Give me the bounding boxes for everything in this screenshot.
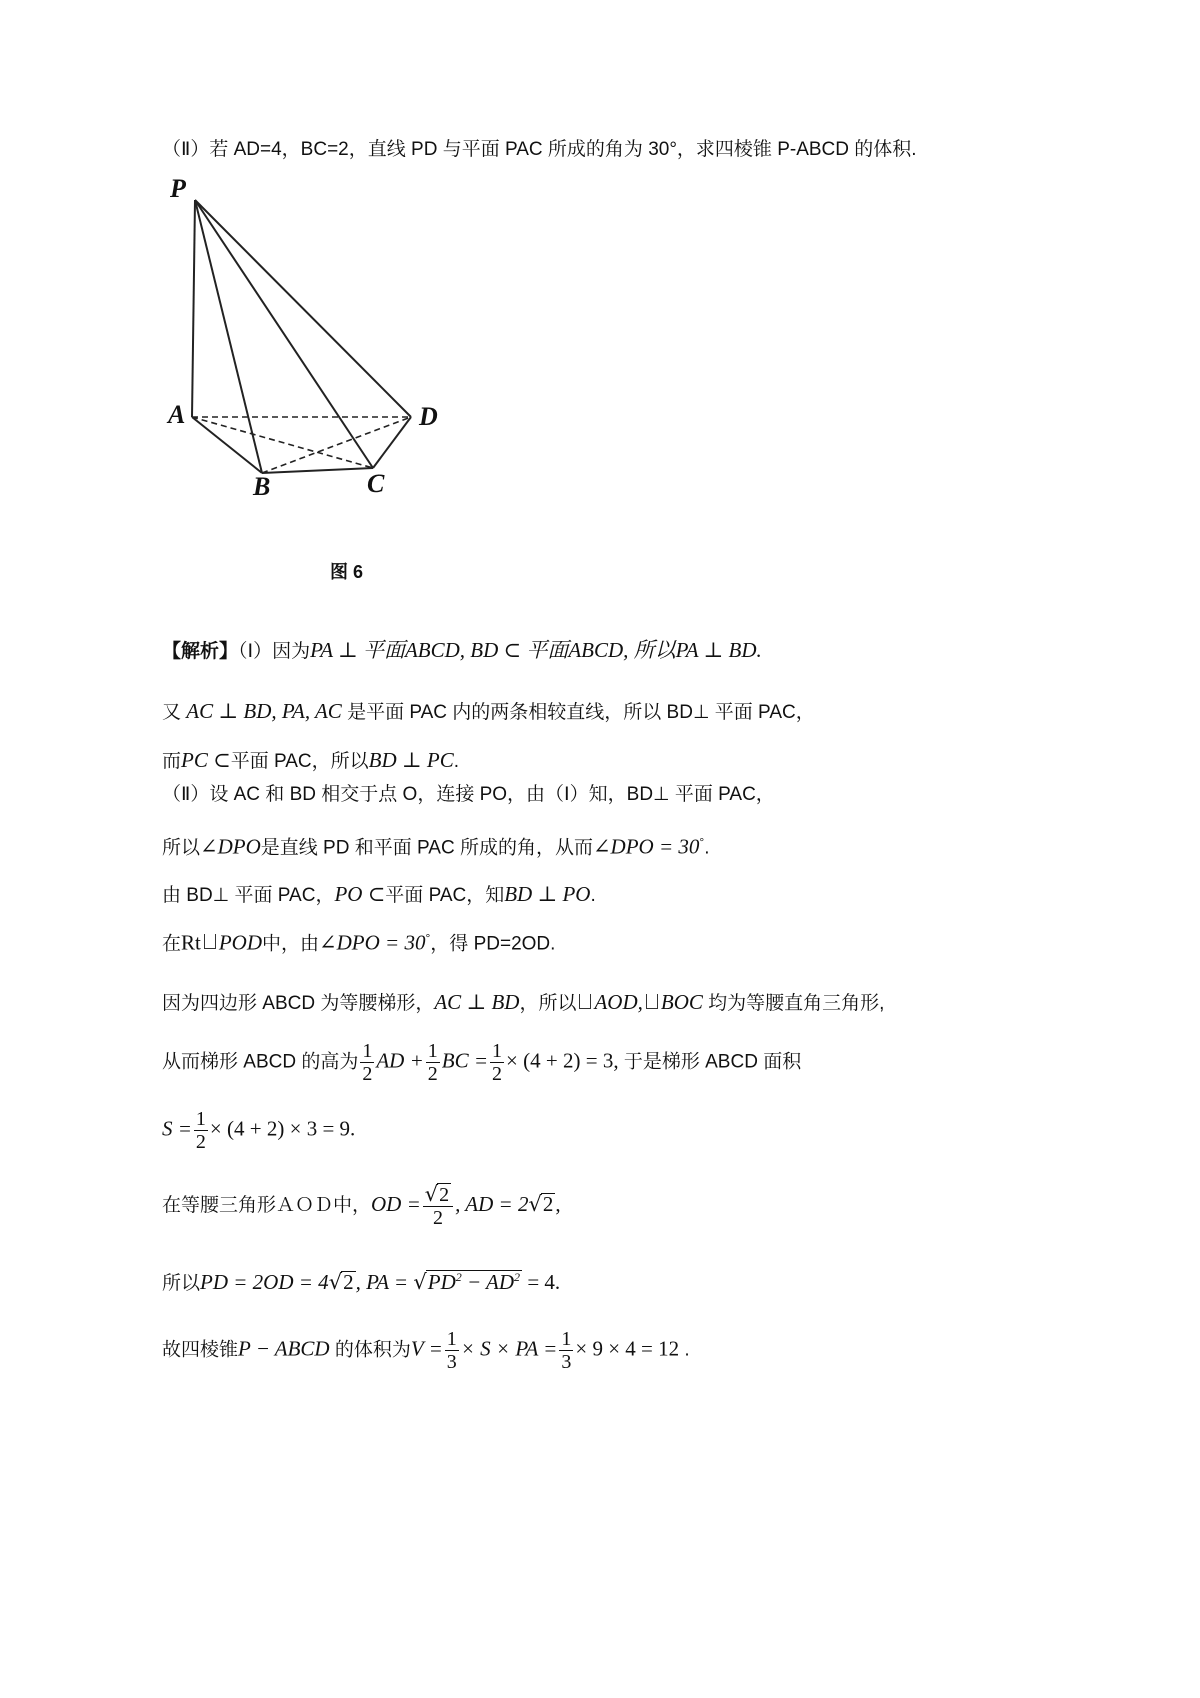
solution-line-5: 所以∠DPO是直线 PD 和平面 PAC 所成的角，从而∠DPO = 30°. [162,834,710,859]
solution-line-4: （Ⅱ）设 AC 和 BD 相交于点 O，连接 PO，由（Ⅰ）知，BD⊥ 平面 PAC， [162,784,775,805]
solution-line-6: 由 BD⊥ 平面 PAC，PO ⊂平面 PAC，知BD ⊥ PO. [162,882,596,906]
label-a: A [168,400,186,429]
solution-line-13: 故四棱锥P − ABCD 的体积为V = $\frac{1}{3}$ × S × PA = $\frac{1}{3}$ × 9 × 4 = 12 . [162,1328,690,1373]
figure-caption: 图 6 [330,562,364,582]
edge-pd [195,200,411,417]
solution-line-10: S = $\frac{1}{2}$ × (4 + 2) × 3 = 9. [162,1108,356,1153]
edge-pc [195,200,373,468]
label-d: D [419,402,438,431]
edge-pa [192,200,195,417]
solution-line-8: 因为四边形 ABCD 为等腰梯形，AC ⊥ BD，所以 AOD, BOC 均为等腰直角三角形, [162,990,885,1014]
solution-line-7: 在Rt POD中，由∠DPO = 30°，得 PD=2OD. [162,930,556,955]
diagonal-bd-hidden [262,417,411,473]
triangle-symbol [646,994,658,1009]
solution-line-1: 【解析】（Ⅰ）因为PA ⊥ 平面ABCD, BD ⊂ 平面ABCD, 所以PA ⊥ BD. [162,638,762,662]
solution-heading: 【解析】 [162,641,239,662]
label-c: C [367,469,385,498]
solution-line-2: 又 AC ⊥ BD, PA, AC 是平面 PAC 内的两条相较直线，所以 BD⊥ 平面 PAC， [162,699,815,723]
solution-line-11: 在等腰三角形ＡＯＤ中，OD = $\frac{√2}{2}$ , AD = 2√2, [162,1182,561,1230]
solution-line-9: 从而梯形 ABCD 的高为 $\frac{1}{2}$ AD + $\frac{1}{2}$ BC = $\frac{1}{2}$ × (4 + 2) = 3, 于是梯形 ABCD 面积 [162,1040,802,1085]
edge-bc [262,468,373,473]
triangle-symbol [204,934,216,949]
triangle-symbol [579,994,591,1009]
label-p: P [170,174,186,203]
solution-line-3: 而PC ⊂平面 PAC，所以BD ⊥ PC. [162,748,459,772]
edge-pb [195,200,262,473]
pyramid-figure [168,174,495,585]
label-b: B [253,472,271,501]
diagonal-ac-hidden [192,417,373,468]
solution-line-12: 所以PD = 2OD = 4√2, PA = $√PD^2 - AD^2 = 4$. [162,1270,561,1294]
edge-cd [373,417,411,468]
problem-part2-statement: （Ⅱ）若 AD=4，BC=2，直线 PD 与平面 PAC 所成的角为 30°，求四棱锥 P-ABCD 的体积. [162,139,917,160]
edge-ab [192,417,262,473]
